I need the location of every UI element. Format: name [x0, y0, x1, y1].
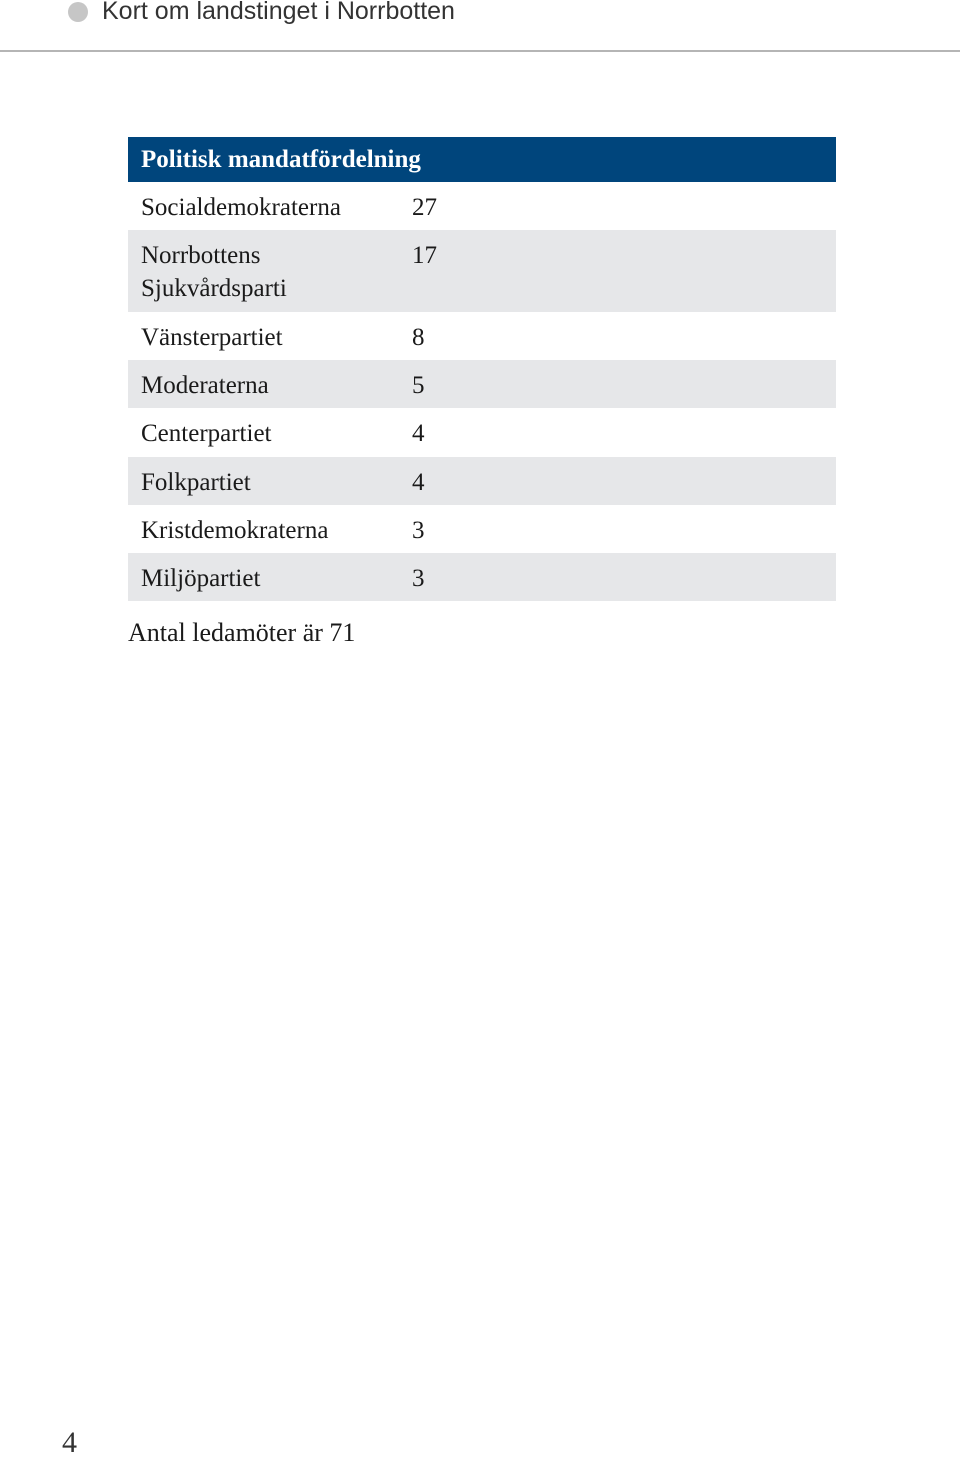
running-header: [0, 0, 960, 52]
seat-count: 27: [412, 194, 437, 221]
party-name: Kristdemokraterna: [141, 517, 329, 544]
table-row: [128, 505, 836, 553]
table-row: [128, 457, 836, 505]
party-name: Centerpartiet: [141, 420, 272, 447]
party-name: Miljöpartiet: [141, 565, 261, 592]
party-name: Vänsterpartiet: [141, 324, 283, 351]
seat-count: 17: [412, 242, 437, 269]
table-heading: Politisk mandatfördelning: [128, 137, 836, 182]
page-number: 4: [62, 1426, 77, 1459]
mandate-table: [128, 137, 836, 601]
table-row: [128, 553, 836, 601]
seat-count: 4: [412, 420, 425, 447]
seat-count: 3: [412, 517, 425, 544]
party-name: Norrbottens Sjukvårdsparti: [141, 242, 287, 302]
party-name: Socialdemokraterna: [141, 194, 341, 221]
table-row: [128, 230, 836, 312]
party-name: Folkpartiet: [141, 469, 251, 496]
bullet-icon: [68, 2, 88, 22]
table-row: [128, 408, 836, 457]
seat-count: 4: [412, 469, 425, 496]
table-row: [128, 182, 836, 230]
seat-count: 8: [412, 324, 425, 351]
table-footnote: Antal ledamöter är 71: [128, 618, 356, 647]
table-row: [128, 312, 836, 360]
seat-count: 5: [412, 372, 425, 399]
party-name: Moderaterna: [141, 372, 269, 399]
seat-count: 3: [412, 565, 425, 592]
table-row: [128, 360, 836, 408]
header-title: Kort om landstinget i Norrbotten: [102, 0, 455, 25]
